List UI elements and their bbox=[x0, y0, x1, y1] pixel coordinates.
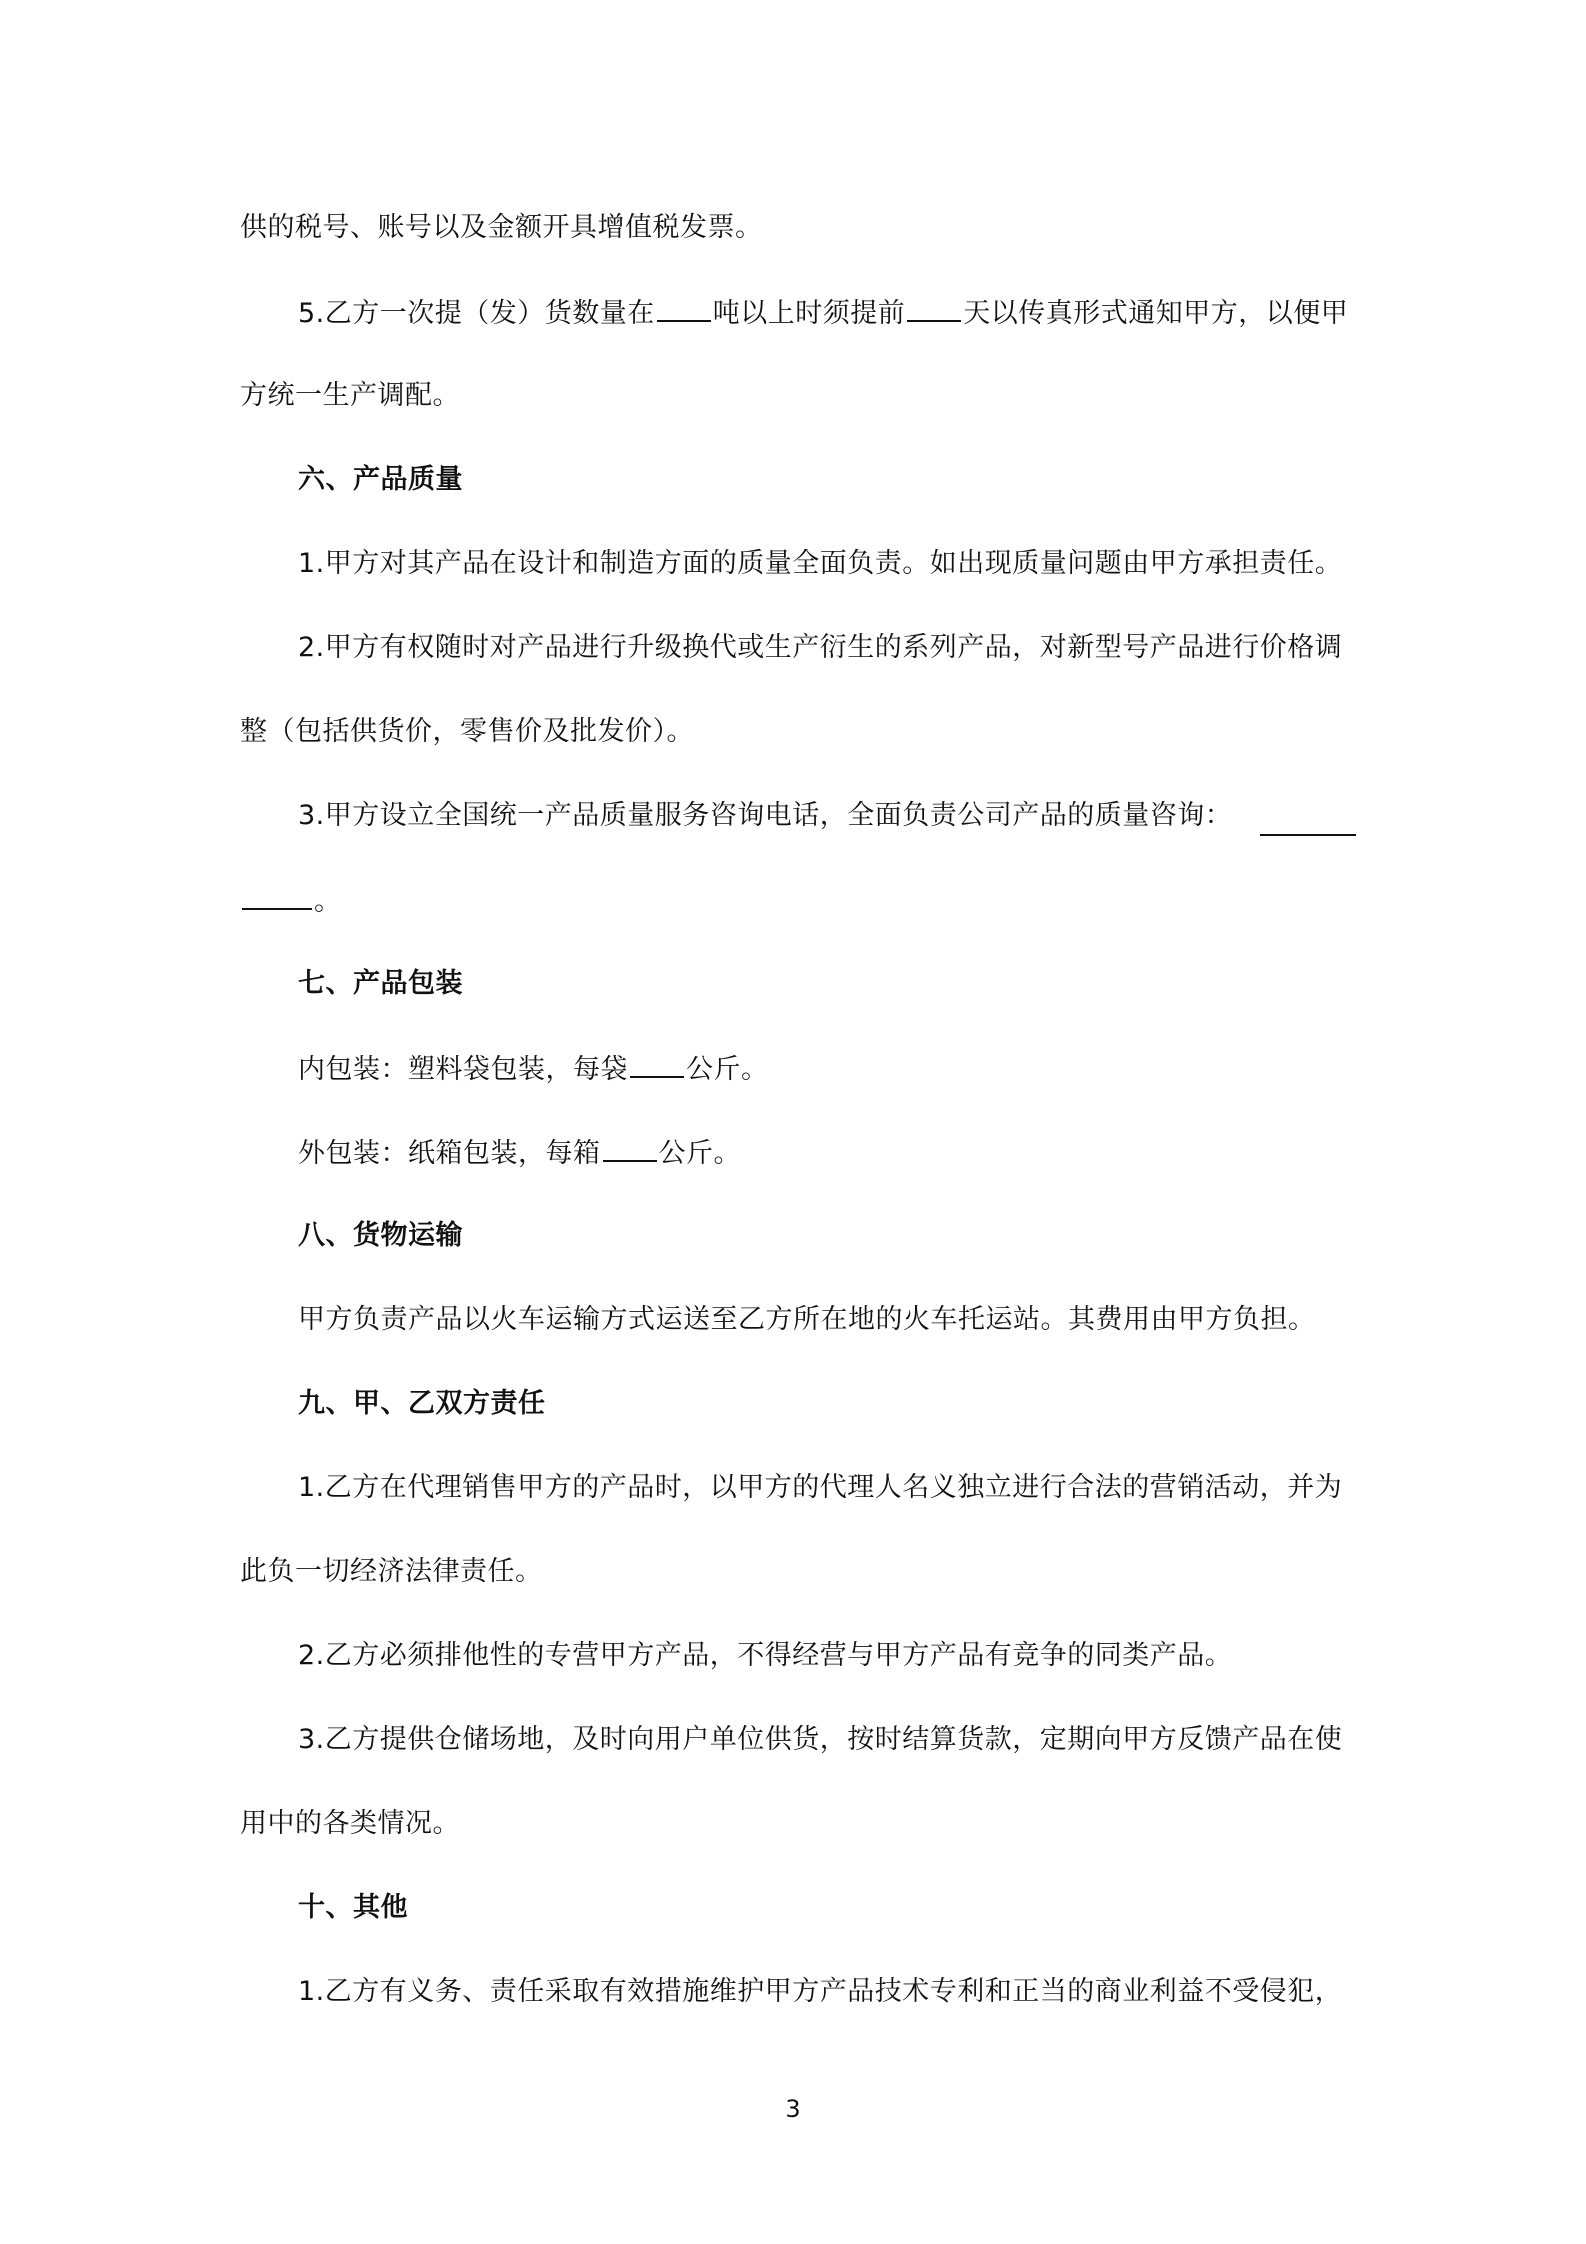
text: 1.甲方对其产品在设计和制造方面的质量全面负责。如出现质量问题由甲方承担责任。 bbox=[298, 548, 1343, 579]
blank-field-tons[interactable] bbox=[657, 292, 711, 322]
paragraph-line bbox=[298, 544, 1342, 584]
section-heading-7 bbox=[298, 964, 463, 1004]
text: 供的税号、账号以及金额开具增值税发票。 bbox=[240, 212, 763, 243]
text: 甲方负责产品以火车运输方式运送至乙方所在地的火车托运站。其费用由甲方负担。 bbox=[298, 1304, 1316, 1335]
paragraph-line bbox=[240, 880, 342, 922]
text: 用中的各类情况。 bbox=[240, 1808, 460, 1839]
blank-field-hotline-part1[interactable] bbox=[1260, 806, 1356, 836]
text: 1.乙方在代理销售甲方的产品时，以甲方的代理人名义独立进行合法的营销活动，并为 bbox=[298, 1472, 1343, 1503]
heading-text: 九、甲、乙双方责任 bbox=[298, 1388, 546, 1419]
text: 内包装：塑料袋包装，每袋 bbox=[298, 1054, 628, 1085]
text: 5.乙方一次提（发）货数量在 bbox=[298, 298, 655, 329]
blank-field-box-weight[interactable] bbox=[603, 1132, 657, 1162]
paragraph-line bbox=[240, 1552, 543, 1592]
paragraph-line bbox=[298, 1300, 1316, 1340]
text: 公斤。 bbox=[686, 1054, 769, 1085]
paragraph-line bbox=[240, 208, 763, 248]
paragraph-line bbox=[298, 1468, 1342, 1508]
blank-field-days[interactable] bbox=[907, 292, 961, 322]
heading-text: 八、货物运输 bbox=[298, 1220, 463, 1251]
paragraph-line bbox=[240, 1804, 460, 1844]
text: 此负一切经济法律责任。 bbox=[240, 1556, 543, 1587]
paragraph-line bbox=[298, 1720, 1342, 1760]
text: 。 bbox=[314, 886, 342, 917]
section-heading-6 bbox=[298, 460, 463, 500]
heading-text: 十、其他 bbox=[298, 1892, 408, 1923]
blank-field-bag-weight[interactable] bbox=[630, 1048, 684, 1078]
heading-text: 七、产品包装 bbox=[298, 968, 463, 999]
text: 天以传真形式通知甲方，以便甲 bbox=[963, 298, 1349, 329]
paragraph-line bbox=[298, 1972, 1342, 2012]
paragraph-line bbox=[240, 376, 460, 416]
blank-field-hotline-part2[interactable] bbox=[242, 880, 312, 910]
text: 外包装：纸箱包装，每箱 bbox=[298, 1138, 601, 1169]
text: 2.乙方必须排他性的专营甲方产品，不得经营与甲方产品有竞争的同类产品。 bbox=[298, 1640, 1233, 1671]
paragraph-line bbox=[298, 796, 1232, 836]
text: 整（包括供货价，零售价及批发价）。 bbox=[240, 716, 694, 747]
section-heading-9 bbox=[298, 1384, 546, 1424]
outer-packaging-line bbox=[298, 1132, 741, 1174]
text: 公斤。 bbox=[658, 1138, 741, 1169]
section-heading-8 bbox=[298, 1216, 463, 1256]
paragraph-line bbox=[298, 628, 1342, 668]
paragraph-line bbox=[240, 712, 694, 752]
clause-5-line bbox=[298, 292, 1348, 334]
heading-text: 六、产品质量 bbox=[298, 464, 463, 495]
text: 方统一生产调配。 bbox=[240, 380, 460, 411]
inner-packaging-line bbox=[298, 1048, 769, 1090]
paragraph-line bbox=[298, 1636, 1232, 1676]
text: 1.乙方有义务、责任采取有效措施维护甲方产品技术专利和正当的商业利益不受侵犯， bbox=[298, 1976, 1343, 2007]
text: 吨以上时须提前 bbox=[712, 298, 906, 329]
section-heading-10 bbox=[298, 1888, 408, 1928]
text: 3.甲方设立全国统一产品质量服务咨询电话，全面负责公司产品的质量咨询： bbox=[298, 800, 1233, 831]
text: 2.甲方有权随时对产品进行升级换代或生产衍生的系列产品，对新型号产品进行价格调 bbox=[298, 632, 1343, 663]
page-number: 3 bbox=[785, 2095, 801, 2123]
text: 3.乙方提供仓储场地，及时向用户单位供货，按时结算货款，定期向甲方反馈产品在使 bbox=[298, 1724, 1343, 1755]
